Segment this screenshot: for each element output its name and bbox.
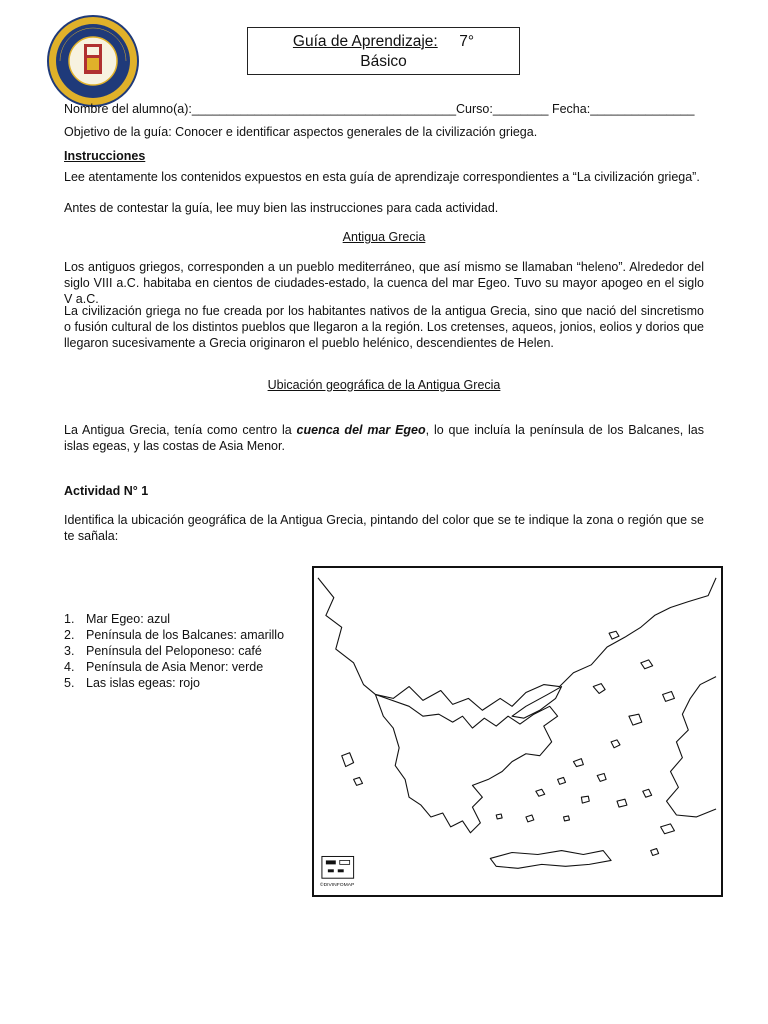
antigua-paragraph-1: Los antiguos griegos, corresponden a un pueblo mediterráneo, que así mismo se llamaban “heleno”. Alrededor del siglo VIII a.C. habitaba en cientos de ciudades-estado, la cuenca del mar Egeo. Tuvo su mayor apogeo en el siglo V a.C. — [64, 260, 704, 306]
objective-text: Objetivo de la guía: Conocer e identificar aspectos generales de la civilización griega. — [64, 125, 538, 139]
name-label: Nombre del alumno(a): — [64, 102, 192, 116]
greece-outline-map[interactable] — [312, 566, 723, 897]
school-seal-icon — [46, 14, 140, 108]
legend-item: 1. Mar Egeo: azul — [64, 612, 171, 626]
activity-prompt: Identifica la ubicación geográfica de la Antigua Grecia, pintando del color que se te indique la zona o región que se te sañala: — [64, 513, 704, 543]
legend-item: 2. Península de los Balcanes: amarillo — [64, 628, 285, 642]
date-label: Fecha: — [551, 102, 591, 116]
date-blank[interactable]: _______________ — [590, 102, 695, 116]
course-label: Curso: — [456, 102, 493, 116]
guide-title-line2: Básico — [360, 53, 407, 70]
instructions-heading: Instrucciones — [64, 149, 146, 163]
school-logo — [46, 14, 140, 108]
guide-title-line1: Guía de Aprendizaje: 7° — [292, 33, 475, 50]
greece-map-outline-icon — [314, 568, 721, 895]
emphasis-cuenca: cuenca del mar Egeo — [296, 423, 426, 437]
color-legend-list — [64, 611, 294, 691]
antigua-paragraph-2: La civilización griega no fue creada por los habitantes nativos de la antigua Grecia, sino que nació del sincretismo o fusión cultural de los distintos pueblos que llegaron a la región. Los cretenses, aqueos, jonios, eolios y dorios que llegaron sucesivamente a Grecia originaron el pueblo helénico, descendientes de Helen. — [64, 304, 704, 350]
instructions-paragraph-2: Antes de contestar la guía, lee muy bien las instrucciones para cada actividad. — [64, 201, 499, 215]
instructions-paragraph-1: Lee atentamente los contenidos expuestos en esta guía de aprendizaje correspondientes a “La civilización griega”. — [64, 170, 700, 184]
grade-label: 7° — [459, 33, 475, 50]
legend-item: 3. Península del Peloponeso: café — [64, 644, 262, 658]
course-blank[interactable]: ________ — [492, 102, 549, 116]
map-credit: ©DIVINFOMAP — [319, 883, 355, 889]
name-blank[interactable]: ______________________________________ — [191, 102, 457, 116]
ubicacion-heading: Ubicación geográfica de la Antigua Grecia — [267, 378, 501, 392]
legend-item: 4. Península de Asia Menor: verde — [64, 660, 264, 674]
ubicacion-paragraph: La Antigua Grecia, tenía como centro la cuenca del mar Egeo, lo que incluía la península de los Balcanes, las islas egeas, y las costas de Asia Menor. — [64, 423, 704, 453]
legend-item: 5. Las islas egeas: rojo — [64, 676, 200, 690]
antigua-grecia-heading: Antigua Grecia — [342, 230, 426, 244]
activity-heading: Actividad N° 1 — [64, 484, 149, 498]
guide-title-box — [247, 27, 520, 75]
student-info-line — [64, 101, 744, 117]
